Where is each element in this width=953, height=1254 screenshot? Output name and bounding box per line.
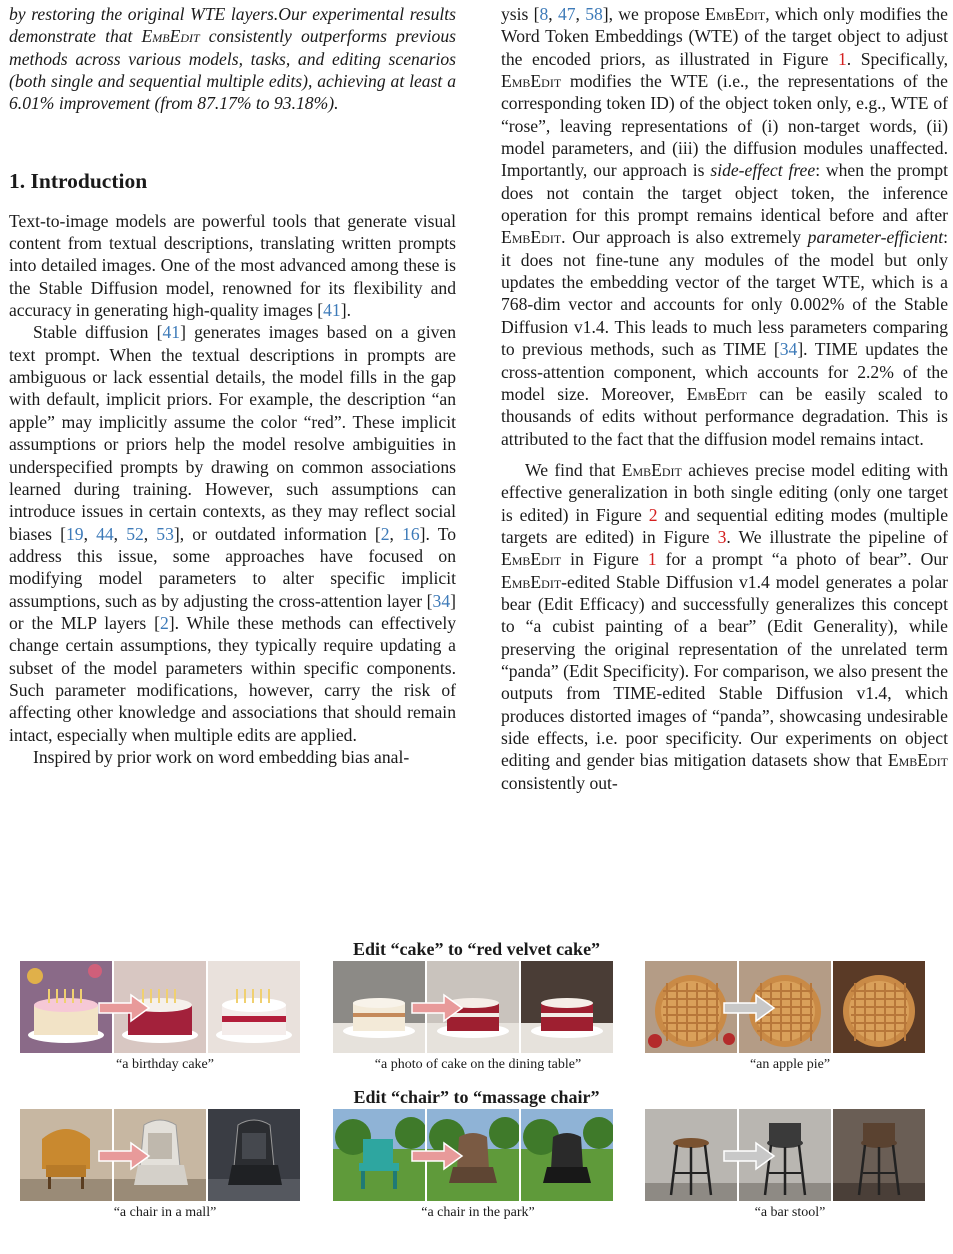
method-name: EmbEdit [686,383,747,404]
section-title: 1. Introduction [9,168,148,193]
citation-link[interactable]: 2 [380,523,390,544]
figure-caption: “a photo of cake on the dining table” [374,1057,582,1072]
paragraph [501,459,948,794]
citation-link[interactable]: 44 [96,523,114,544]
text-run: ysis [ [501,4,540,24]
figure-panel [645,1109,935,1201]
text-run: ]. To address this issue, some approaches have focused on modifying model parameters to alter specific implicit assumptions, such as by adjusting the cross-attention layer [ [9,523,457,611]
dining-cake-edited-2-image [521,961,613,1053]
text-run: Stable diffusion [ [33,322,163,343]
right-arrow-icon [97,1141,151,1171]
right-arrow-icon [722,993,776,1023]
right-arrow-icon [410,1141,464,1171]
figure-ref-link[interactable]: 2 [648,504,658,525]
paragraph [9,746,456,768]
left-column [9,3,456,768]
text-run: achieves precise model editing with effective generalization in both single editing (only one target is edited) in Figure [501,459,948,525]
text-run: , [389,523,403,544]
text-run: ]. TIME updates the cross-attention component, which accounts for 2.2% of the model size. Moreover, [501,339,948,404]
citation-link[interactable]: 41 [323,300,341,321]
text-run: . We illustrate the pipeline of [726,526,948,547]
citation-link[interactable]: 2 [159,612,169,633]
mall-chair-edited-2-image [208,1109,300,1201]
paragraph [9,210,456,322]
right-arrow-icon [97,993,151,1023]
text-run: for a prompt “a photo of bear”. Our [656,549,948,570]
text-run: ], we propose [602,4,706,24]
left-body [9,210,456,769]
paragraph [9,321,456,746]
text-run: in Figure [561,549,648,570]
figure-ref-link[interactable]: 1 [837,48,847,69]
text-run: , [113,523,127,544]
park-chair-edited-2-image [521,1109,613,1201]
figure-panel [20,1109,310,1201]
figure-ref-link[interactable]: 3 [717,526,727,547]
text-run: Text-to-image models are powerful tools that generate visual content from textual descriptions, translating written prompts into detailed images. One of the most advanced among these is the Stable Diffusion model, renowned for its flexibility and accuracy in generating high-quality images [ [9,210,456,321]
figure-panel [333,1109,623,1201]
paragraph [501,3,948,450]
figure-caption: “a bar stool” [754,1205,826,1220]
right-arrow-icon [410,993,464,1023]
right-arrow-icon [722,1141,776,1171]
emphasis: side-effect free [710,160,816,181]
text-run: : it does not fine-tune any modules of the model but only updates the embedding vector of the target WTE, which is a 768-dim vector and accounts for only 0.002% of the Stable Diffusion v1.4. This leads to much less parameters comparing to previous methods, such as TIME [ [501,227,948,360]
method-name: EmbEdit [621,459,682,480]
figure-panel [20,961,310,1053]
text-run: We find that [525,459,622,480]
emphasis: parameter-efficient [807,227,944,248]
citation-link[interactable]: 41 [162,322,181,343]
figure-ref-link[interactable]: 1 [647,549,657,570]
text-run: , which only modifies the Word Token Embeddings (WTE) of the target object to adjust the encoded priors, as illustrated in Figure [501,4,948,69]
method-name: EmbEdit [887,750,948,771]
figure-caption: “an apple pie” [749,1057,831,1072]
apple-pie-edited-2-image [833,961,925,1053]
text-run: ] generates images based on a given text prompt. When the textual descriptions in prompts are ambiguous or lack essential details, the model fills in the gap with default, implicit priors. For example, the description “an apple” may implicitly assume the color “red”. These implicit assumptions or priors help the model resolve ambiguities in underspecified prompts by drawing on common associations learned during training. However, such assumptions can introduce issues in certain contexts, as they may reflect social biases [ [9,322,456,544]
figure-panel [645,961,935,1053]
method-name: EmbEdit [501,227,562,248]
text-run: -edited Stable Diffusion v1.4 model generates a polar bear (Edit Efficacy) and successfully generalizes this concept to “a cubist painting of a bear” (Edit Generality), while preserving the original representation of the unrelated term “panda” (Edit Specificity). For comparison, we also present the outputs from TIME-edited Stable Diffusion v1.4, which produces distorted images of “panda”, showcasing undesirable side effects, i.e. poor specificity. Our experiments on object editing and gender bias mitigation datasets show that [501,571,948,771]
citation-link[interactable]: 34 [779,339,798,360]
text-run: modifies the WTE (i.e., the representations of the corresponding token ID) of the object token only, e.g., WTE of “rose”, leaving representations of (i) non-target words, (ii) model parameters, and (iii) the diffusion modules unaffected. Importantly, our approach is [501,71,948,181]
abstract-text: by restoring the original WTE layers.Our experimental results demonstrate that EmbEdit consistently outperforms previous methods across various models, tasks, and editing scenarios (both single and sequential multiple edits), achieving at least a 6.01% improvement (from 87.17% to 93.18%). [9,4,456,114]
citation-link[interactable]: 34 [432,590,451,611]
method-name: EmbEdit [501,571,562,592]
figure-caption: “a chair in the park” [421,1205,535,1220]
figure-row-title: Edit “chair” to “massage chair” [353,1087,600,1107]
text-run: . Specifically, [846,48,949,69]
figure-caption: “a chair in a mall” [113,1205,217,1220]
method-name: EmbEdit [141,26,200,47]
birthday-cake-edited-2-image [208,961,300,1053]
text-run: can be easily scaled to thousands of edits without performance degradation. This is attributed to the fact that the diffusion model remains intact. [501,383,948,449]
method-name: EmbEdit [501,549,562,570]
citation-link[interactable]: 52 [126,523,144,544]
method-name: EmbEdit [501,71,562,92]
text-run: , [83,523,97,544]
figure-panel [333,961,623,1053]
right-column [501,3,948,794]
citation-link[interactable]: 8 [539,4,549,24]
citation-link[interactable]: 19 [65,523,84,544]
text-run: ]. [340,300,351,321]
text-run: consistently out- [501,772,618,793]
figure-caption: “a birthday cake” [116,1057,214,1072]
text-run: , [548,4,558,24]
method-name: EmbEdit [705,4,766,24]
citation-link[interactable]: 16 [402,523,420,544]
citation-link[interactable]: 53 [156,523,174,544]
citation-link[interactable]: 58 [585,4,603,24]
text-run: , [575,4,586,24]
text-run: Inspired by prior work on word embedding bias anal- [33,746,410,767]
text-run: ]. While these methods can effectively change certain assumptions, they typically require updating a subset of the model parameters within specific components. Such parameter modifications, however, carry the risk of affecting other knowledge and associations that should remain intact, especially when multiple edits are applied. [9,612,457,745]
figure-row-title: Edit “cake” to “red velvet cake” [352,939,601,959]
text-run: ] or the MLP layers [ [9,590,456,633]
right-body [501,3,948,794]
citation-link[interactable]: 47 [557,4,576,24]
text-run: , [143,523,157,544]
bar-stool-edited-2-image [833,1109,925,1201]
text-run: : when the prompt does not contain the target object token, the inference operation for this prompt remains identical before and after [501,160,949,226]
text-run: and sequential editing modes (multiple targets are edited) in Figure [501,504,948,547]
text-run: ], or outdated information [ [173,523,381,544]
text-run: . Our approach is also extremely [561,227,808,248]
